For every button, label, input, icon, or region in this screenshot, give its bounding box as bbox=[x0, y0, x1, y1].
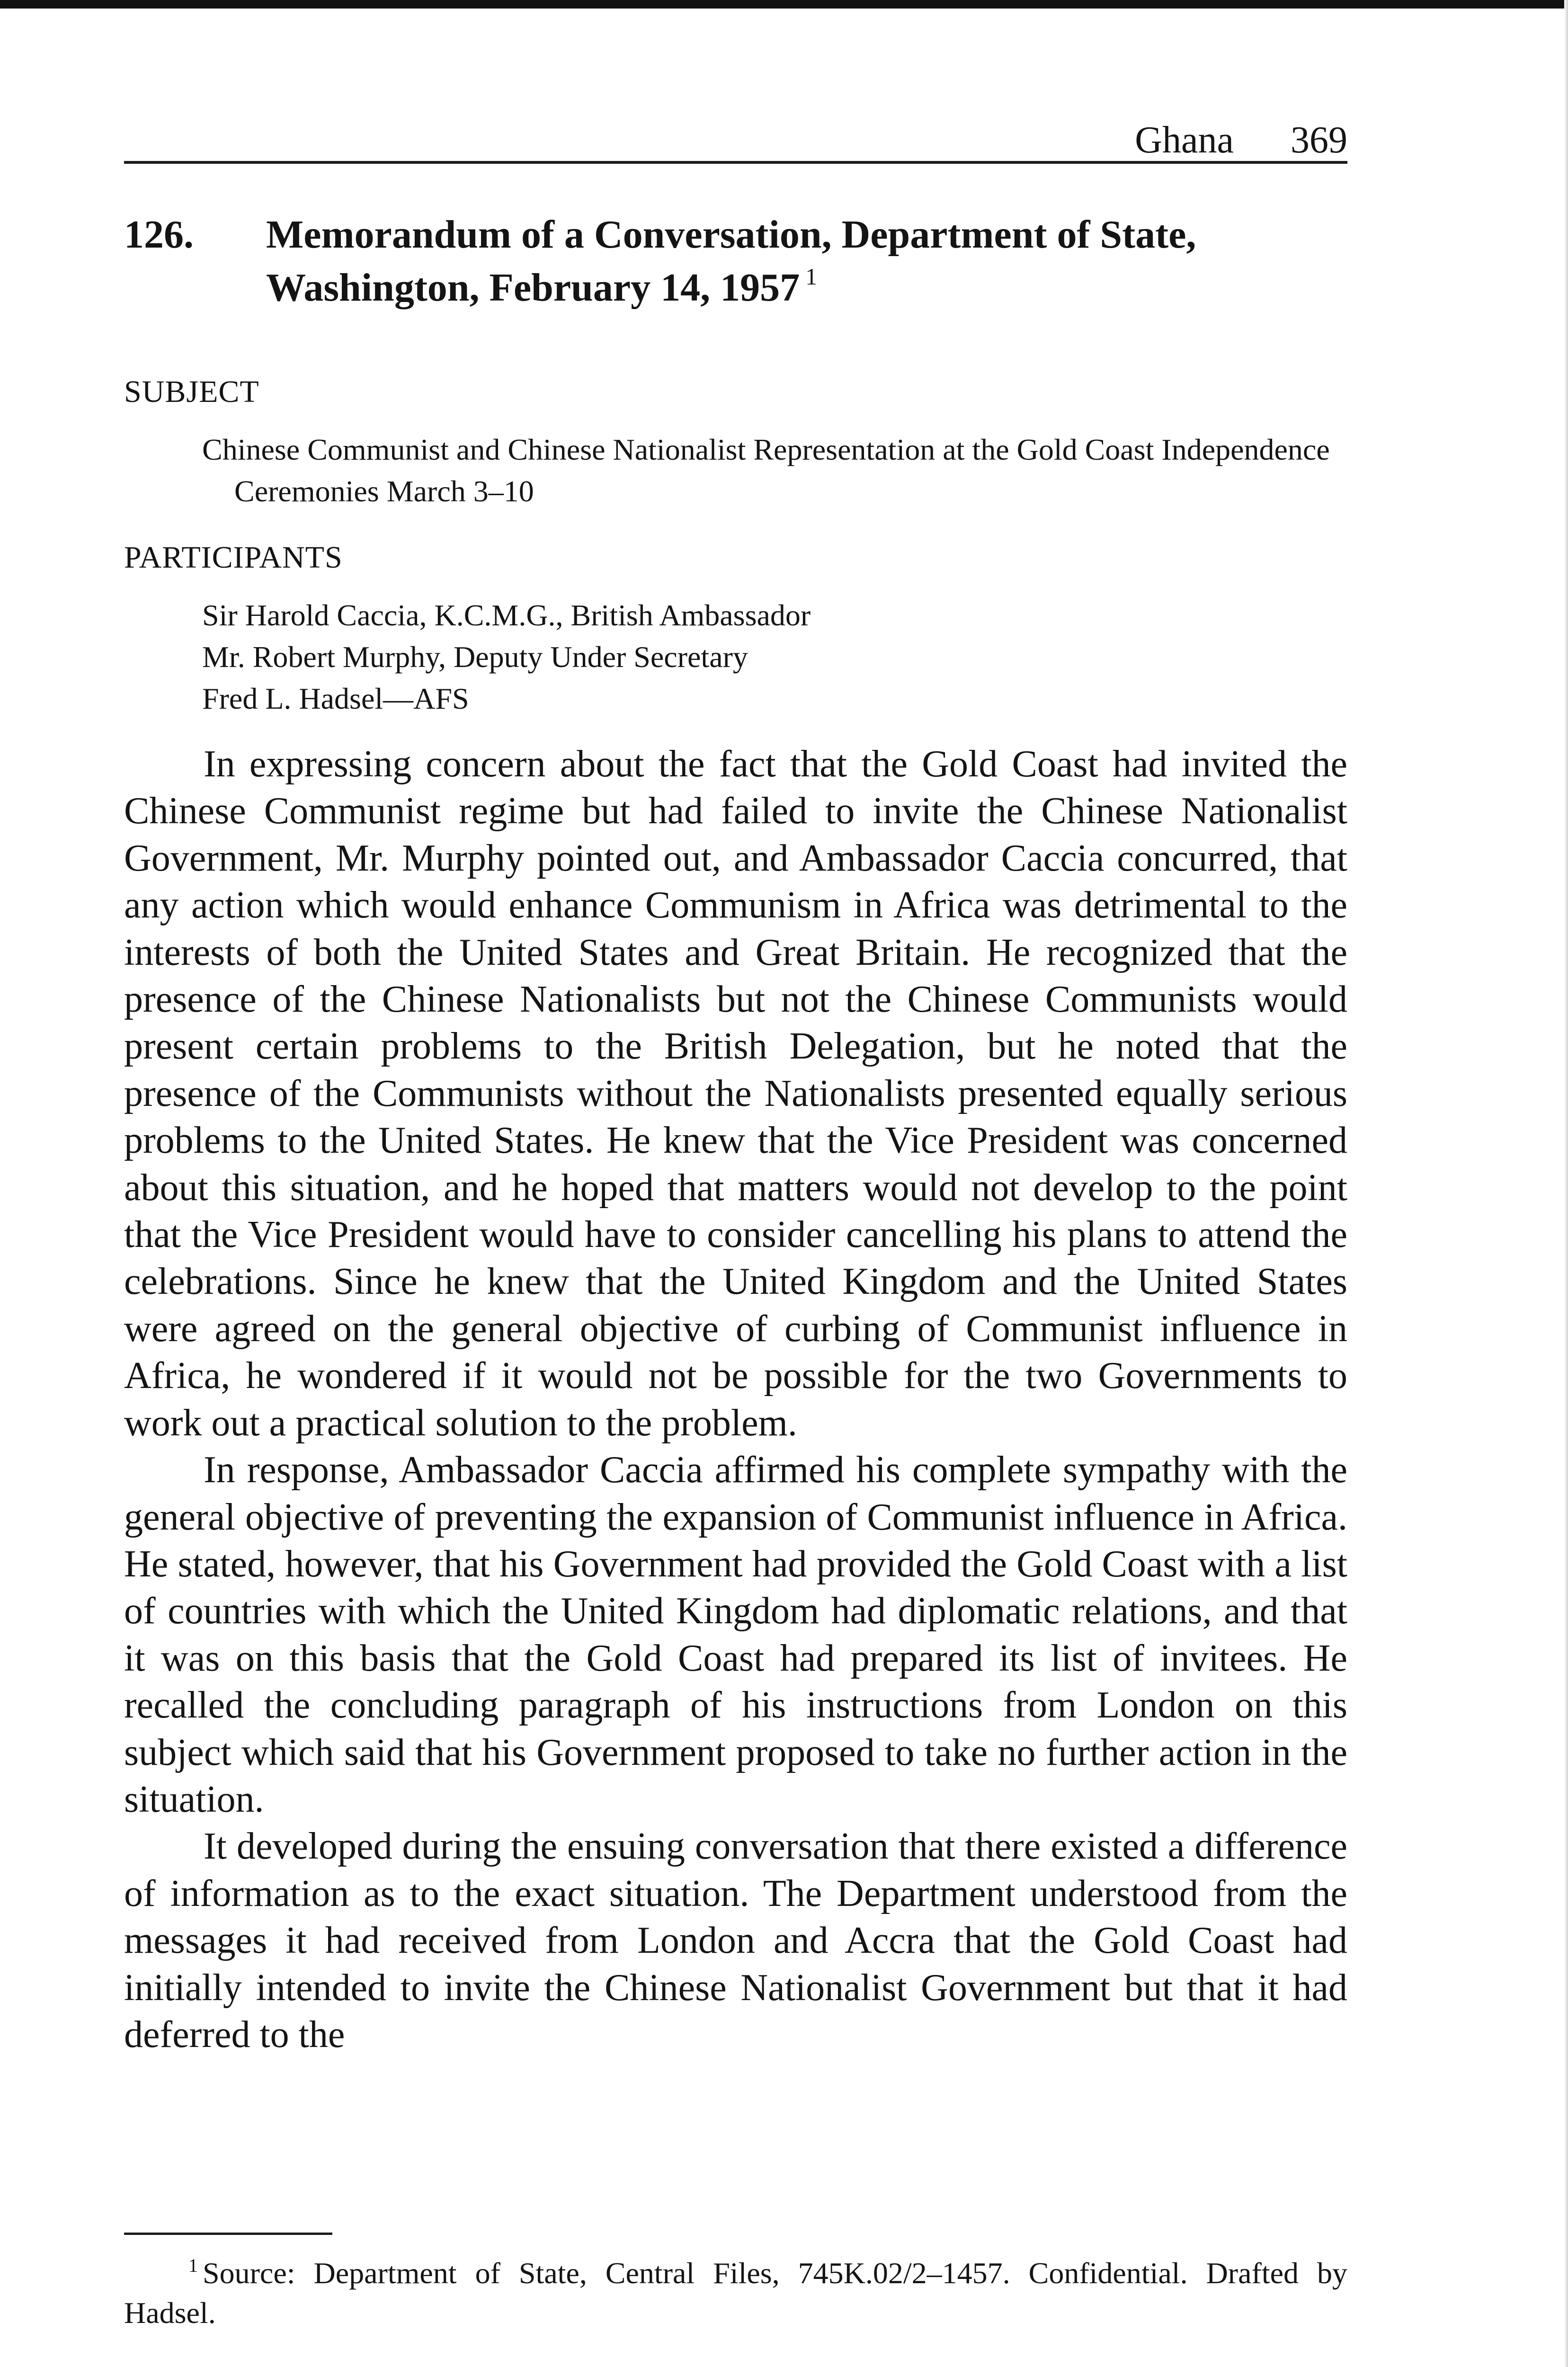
participant-item: Fred L. Hadsel—AFS bbox=[202, 682, 469, 715]
participant-item: Sir Harold Caccia, K.C.M.G., British Ambassador bbox=[202, 598, 811, 632]
running-head bbox=[124, 114, 1347, 164]
participant-item: Mr. Robert Murphy, Deputy Under Secretary bbox=[202, 640, 748, 674]
subject-text: Chinese Communist and Chinese Nationalist Representation at the Gold Coast Independence Ceremonies March 3–10 bbox=[202, 433, 1330, 508]
document-number: 126. bbox=[124, 213, 194, 257]
footnote-text: Source: Department of State, Central Files, 745K.02/2–1457. Confidential. Drafted by Hadsel. bbox=[124, 2256, 1347, 2330]
page-number: 369 bbox=[1291, 119, 1347, 161]
document-title-block bbox=[266, 208, 1347, 314]
footnote-marker: 1 bbox=[188, 2255, 198, 2276]
participants-list bbox=[202, 595, 1347, 720]
subject-label: SUBJECT bbox=[124, 374, 259, 409]
title-footnote-marker: 1 bbox=[805, 263, 818, 290]
body-paragraph: It developed during the ensuing conversation that there existed a difference of information as to the exact situation. The Department understood from the messages it had received from London and Accra that the Gold Coast had initially intended to invite the Chinese Nationalist Government but that it had deferred to the bbox=[124, 1825, 1347, 2056]
document-page bbox=[124, 0, 1347, 2367]
scan-edge-right bbox=[1564, 0, 1568, 2367]
participants-label: PARTICIPANTS bbox=[124, 540, 343, 575]
body-paragraph: In response, Ambassador Caccia affirmed his complete sympathy with the general objective of preventing the expansion of Communist influence in Africa. He stated, however, that his Government had provided the Gold Coast with a list of countries with which the United Kingdom had diplomatic relations, and that it was on this basis that the Gold Coast had prepared its list of invitees. He recalled the concluding paragraph of his instructions from London on this subject which said that his Government proposed to take no further action in the situation. bbox=[124, 1449, 1347, 1820]
document-title: Memorandum of a Conversation, Department of State, Washington, February 14, 1957 bbox=[266, 213, 1196, 310]
memo-body bbox=[124, 741, 1347, 2058]
running-head-section: Ghana bbox=[1135, 119, 1234, 161]
footnote-rule bbox=[124, 2233, 332, 2235]
body-paragraph: In expressing concern about the fact that the Gold Coast had invited the Chinese Communist regime but had failed to invite the Chinese Nationalist Government, Mr. Murphy pointed out, and Ambassador Caccia concurred, that any action which would enhance Communism in Africa was detrimental to the interests of both the United States and Great Britain. He recognized that the presence of the Chinese Nationalists but not the Chinese Communists would present certain problems to the British Delegation, but he noted that the presence of the Communists without the Nationalists presented equally serious problems to the United States. He knew that the Vice President was concerned about this situation, and he hoped that matters would not develop to the point that the Vice President would have to consider cancelling his plans to attend the celebrations. Since he knew that the United Kingdom and the United States were agreed on the general objective of curbing of Communist influence in Africa, he wondered if it would not be possible for the two Governments to work out a practical solution to the problem. bbox=[124, 743, 1347, 1444]
footnote bbox=[124, 2253, 1347, 2333]
